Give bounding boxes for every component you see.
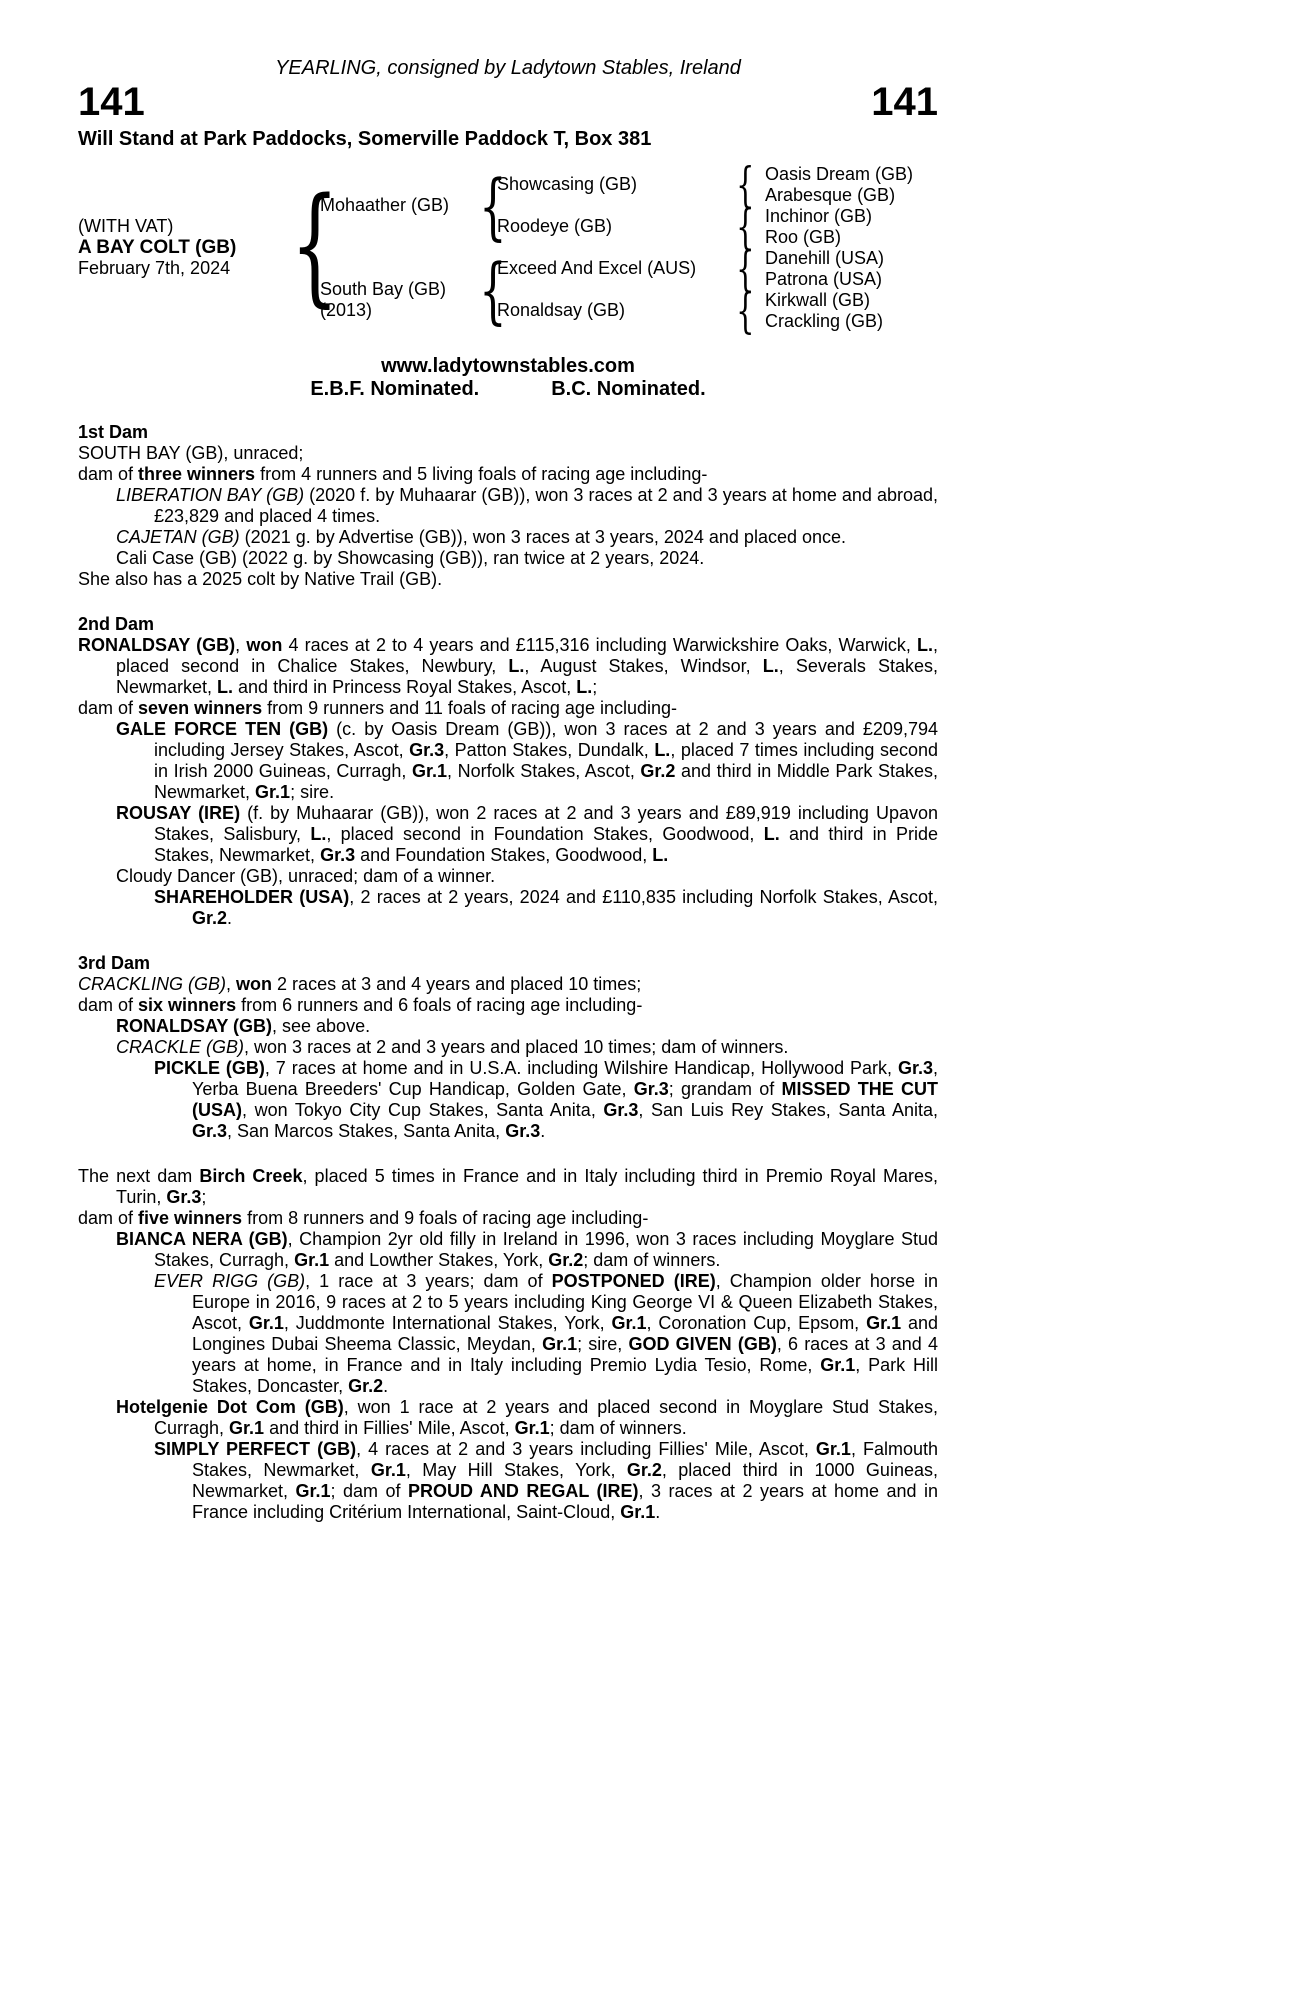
text-run: Cali Case (GB) (2022 g. by Showcasing (GB)), ran twice at 2 years, 2024.	[116, 548, 705, 568]
pedigree-text-paragraph	[78, 719, 938, 803]
text-run: ; grandam of	[668, 1079, 782, 1099]
text-run: Gr.1	[611, 1313, 647, 1333]
text-run: , won 3 races at 2 and 3 years and placed 10 times; dam of winners.	[244, 1037, 789, 1057]
text-run: and third in Fillies' Mile, Ascot,	[264, 1418, 515, 1438]
text-run: Cloudy Dancer (GB), unraced; dam of a winner.	[116, 866, 496, 886]
text-run: Hotelgenie Dot Com (GB)	[116, 1397, 344, 1417]
text-run: Gr.1	[370, 1460, 406, 1480]
text-run: SIMPLY PERFECT (GB)	[154, 1439, 357, 1459]
dam-section	[78, 953, 938, 1142]
text-run: Gr.1	[542, 1334, 578, 1354]
text-run: 2 races at 3 and 4 years and placed 10 times;	[272, 974, 642, 994]
lot-number-right: 141	[871, 80, 938, 124]
pedigree-text-paragraph	[78, 1229, 938, 1271]
text-run: , Severals Stakes, Newmarket,	[116, 656, 938, 697]
text-run: dam of	[78, 995, 139, 1015]
text-run: , San Marcos Stakes, Santa Anita,	[227, 1121, 506, 1141]
pedigree-text-paragraph	[78, 866, 938, 887]
ebf-nomination: E.B.F. Nominated.	[310, 378, 480, 400]
stand-location-line: Will Stand at Park Paddocks, Somerville Paddock T, Box 381	[78, 128, 652, 150]
pedigree-gen3-3: Roo (GB)	[765, 227, 842, 247]
pedigree-gen3-4: Danehill (USA)	[765, 248, 885, 268]
text-run: Gr.2	[626, 1460, 662, 1480]
text-run: Gr.1	[295, 1481, 331, 1501]
pedigree-text-paragraph	[78, 485, 938, 527]
subject-foaling-date: February 7th, 2024	[78, 258, 231, 278]
text-run: (f. by Muhaarar (GB)), won 2 races at 2 and 3 years and £89,919 including Upavon Stakes, Salisbury,	[154, 803, 938, 844]
text-run: MISSED THE CUT (USA)	[192, 1079, 938, 1120]
pedigree-text-paragraph	[78, 443, 938, 464]
pedigree-text-paragraph	[78, 1439, 938, 1523]
pedigree-text-paragraph	[78, 974, 938, 995]
text-run: .	[383, 1376, 389, 1396]
text-run: , 4 races at 2 and 3 years including Fillies' Mile, Ascot,	[356, 1439, 816, 1459]
text-run: Gr.1	[620, 1502, 656, 1522]
text-run: ; dam of winners.	[583, 1250, 721, 1270]
text-run: LIBERATION BAY (GB)	[116, 485, 305, 505]
text-run: Gr.1	[229, 1418, 265, 1438]
vat-label: (WITH VAT)	[78, 216, 174, 236]
text-run: Gr.3	[409, 740, 445, 760]
text-run: Gr.1	[294, 1250, 330, 1270]
text-run: and third in Pride Stakes, Newmarket,	[154, 824, 938, 865]
pedigree-text-paragraph	[78, 1271, 938, 1397]
text-run: .	[655, 1502, 661, 1522]
text-run: L.	[310, 824, 327, 844]
pedigree-tree	[78, 164, 938, 340]
text-run: seven winners	[138, 698, 263, 718]
text-run: Gr.1	[514, 1418, 550, 1438]
text-run: ; dam of	[330, 1481, 409, 1501]
text-run: , 2 races at 2 years, 2024 and £110,835 including Norfolk Stakes, Ascot,	[349, 887, 938, 907]
text-run: , placed 7 times including second in Irish 2000 Guineas, Curragh,	[154, 740, 938, 781]
subject-name: A BAY COLT (GB)	[78, 237, 237, 258]
pedigree-sire-sire: Showcasing (GB)	[497, 174, 638, 194]
text-run: Gr.1	[866, 1313, 902, 1333]
text-run: ROUSAY (IRE)	[116, 803, 241, 823]
text-run: PICKLE (GB)	[154, 1058, 265, 1078]
text-run: Gr.2	[548, 1250, 584, 1270]
pedigree-gen3-5: Patrona (USA)	[765, 269, 883, 289]
text-run: SHAREHOLDER (USA)	[154, 887, 350, 907]
text-run: dam of	[78, 464, 139, 484]
lot-number-left: 141	[78, 80, 145, 124]
text-run: and Foundation Stakes, Goodwood,	[355, 845, 653, 865]
text-run: GALE FORCE TEN (GB)	[116, 719, 329, 739]
dam-sections	[78, 422, 938, 1523]
text-run: EVER RIGG (GB)	[154, 1271, 306, 1291]
text-run: ,	[226, 974, 237, 994]
text-run: L.	[508, 656, 525, 676]
text-run: (2021 g. by Advertise (GB)), won 3 races at 3 years, 2024 and placed once.	[239, 527, 847, 547]
text-run: , 3 races at 2 years at home and in France including Critérium International, Saint-Cloud,	[192, 1481, 939, 1522]
pedigree-text-paragraph	[78, 1397, 938, 1439]
pedigree-dam-dam: Ronaldsay (GB)	[497, 300, 626, 320]
text-run: dam of	[78, 698, 139, 718]
text-run: L.	[916, 635, 933, 655]
pedigree-dam: South Bay (GB)	[320, 279, 447, 299]
website-text: www.ladytownstables.com	[381, 355, 635, 377]
text-run: CAJETAN (GB)	[116, 527, 240, 547]
text-run: ; sire.	[290, 782, 335, 802]
pedigree-dam-sire: Exceed And Excel (AUS)	[497, 258, 697, 278]
pedigree-text-paragraph	[78, 1016, 938, 1037]
text-run: BIANCA NERA (GB)	[116, 1229, 288, 1249]
text-run: Gr.2	[348, 1376, 384, 1396]
dam-section	[78, 422, 938, 590]
section-heading: 3rd Dam	[78, 953, 151, 973]
text-run: , 1 race at 3 years; dam of	[305, 1271, 552, 1291]
text-run: Gr.2	[192, 908, 228, 928]
text-run: , won 1 race at 2 years and placed second in Moyglare Stud Stakes, Curragh,	[154, 1397, 938, 1438]
text-run: GOD GIVEN (GB)	[628, 1334, 777, 1354]
text-run: , Coronation Cup, Epsom,	[646, 1313, 867, 1333]
bc-nomination: B.C. Nominated.	[551, 378, 706, 400]
lot-number-row	[78, 81, 938, 123]
text-run: ; dam of winners.	[549, 1418, 687, 1438]
text-run: (2020 f. by Muhaarar (GB)), won 3 races at 2 and 3 years at home and abroad, £23,829 and placed 4 times.	[154, 485, 938, 526]
text-run: , Park Hill Stakes, Doncaster,	[192, 1355, 938, 1396]
text-run: from 8 runners and 9 foals of racing age including-	[242, 1208, 649, 1228]
text-run: PROUD AND REGAL (IRE)	[408, 1481, 639, 1501]
text-run: , placed third in 1000 Guineas, Newmarket,	[192, 1460, 938, 1501]
pedigree-text-paragraph	[78, 635, 938, 698]
text-run: The next dam	[78, 1166, 200, 1186]
page-content	[78, 0, 938, 1523]
section-heading: 2nd Dam	[78, 614, 155, 634]
text-run: POSTPONED (IRE)	[551, 1271, 716, 1291]
text-run: RONALDSAY (GB)	[78, 635, 236, 655]
pedigree-sire: Mohaather (GB)	[320, 195, 450, 215]
text-run: , placed second in Chalice Stakes, Newbury,	[116, 635, 938, 676]
text-run: , 7 races at home and in U.S.A. including Wilshire Handicap, Hollywood Park,	[264, 1058, 898, 1078]
text-run: Gr.3	[897, 1058, 933, 1078]
pedigree-text-paragraph	[78, 1058, 938, 1142]
text-run: .	[540, 1121, 546, 1141]
text-run: Gr.1	[815, 1439, 851, 1459]
pedigree-gen3-7: Crackling (GB)	[765, 311, 884, 331]
text-run: L.	[576, 677, 593, 697]
text-run: five winners	[138, 1208, 243, 1228]
text-run: L.	[762, 656, 779, 676]
text-run: She also has a 2025 colt by Native Trail (GB).	[78, 569, 443, 589]
text-run: L.	[654, 740, 671, 760]
text-run: Gr.1	[255, 782, 291, 802]
text-run: won	[236, 974, 273, 994]
text-run: won	[246, 635, 283, 655]
text-run: Gr.1	[248, 1313, 284, 1333]
text-run: and third in Middle Park Stakes, Newmarket,	[154, 761, 938, 802]
text-run: dam of	[78, 1208, 139, 1228]
text-run: , May Hill Stakes, York,	[405, 1460, 627, 1480]
pedigree-text-paragraph	[78, 569, 938, 590]
text-run: CRACKLE (GB)	[116, 1037, 245, 1057]
text-run: , Champion older horse in Europe in 2016, 9 races at 2 to 5 years including King George VI & Queen Elizabeth Stakes, Ascot,	[192, 1271, 939, 1333]
text-run: from 9 runners and 11 foals of racing age including-	[262, 698, 677, 718]
pedigree-text-paragraph	[78, 548, 938, 569]
text-run: , placed 5 times in France and in Italy including third in Premio Royal Mares, Turin,	[116, 1166, 938, 1207]
text-run: ,	[235, 635, 247, 655]
text-run: .	[227, 908, 233, 928]
text-run: Gr.3	[633, 1079, 669, 1099]
pedigree-gen3-0: Oasis Dream (GB)	[765, 164, 914, 184]
text-run: Gr.1	[412, 761, 448, 781]
pedigree-sire-dam: Roodeye (GB)	[497, 216, 613, 236]
text-run: , Yerba Buena Breeders' Cup Handicap, Golden Gate,	[192, 1058, 938, 1099]
text-run: from 4 runners and 5 living foals of racing age including-	[255, 464, 708, 484]
text-run: Gr.3	[192, 1121, 228, 1141]
text-run: , Champion 2yr old filly in Ireland in 1996, won 3 races including Moyglare Stud Stakes, Curragh,	[154, 1229, 938, 1270]
text-run: three winners	[138, 464, 256, 484]
text-run: Gr.3	[320, 845, 356, 865]
text-run: and Longines Dubai Sheema Classic, Meydan,	[192, 1313, 938, 1354]
dam-section	[78, 614, 938, 929]
text-run: RONALDSAY (GB)	[116, 1016, 273, 1036]
text-run: ;	[201, 1187, 207, 1207]
pedigree-text-paragraph	[78, 527, 938, 548]
text-run: six winners	[138, 995, 237, 1015]
pedigree-text-paragraph	[78, 1166, 938, 1208]
pedigree-text-paragraph	[78, 1208, 938, 1229]
text-run: Gr.3	[166, 1187, 202, 1207]
pedigree-text-paragraph	[78, 995, 938, 1016]
text-run: Birch Creek	[199, 1166, 303, 1186]
text-run: , placed second in Foundation Stakes, Goodwood,	[326, 824, 764, 844]
dam-section	[78, 1166, 938, 1523]
text-run: Gr.2	[640, 761, 676, 781]
section-heading: 1st Dam	[78, 422, 149, 442]
pedigree-dam-year: (2013)	[320, 300, 373, 320]
text-run: CRACKLING (GB)	[78, 974, 227, 994]
pedigree-gen3-6: Kirkwall (GB)	[765, 290, 871, 310]
text-run: , 6 races at 3 and 4 years at home, in France and in Italy including Premio Lydia Tesio, Rome,	[192, 1334, 938, 1375]
text-run: , San Luis Rey Stakes, Santa Anita,	[638, 1100, 938, 1120]
text-run: , see above.	[272, 1016, 371, 1036]
pedigree-text-paragraph	[78, 464, 938, 485]
pedigree-brace-gen3-4	[736, 287, 754, 335]
consignor-header: YEARLING, consigned by Ladytown Stables, Ireland	[275, 57, 741, 79]
text-run: SOUTH BAY (GB), unraced;	[78, 443, 304, 463]
nominations-line	[78, 379, 938, 400]
text-run: , August Stakes, Windsor,	[524, 656, 763, 676]
text-run: L.	[217, 677, 234, 697]
text-run: L.	[652, 845, 669, 865]
pedigree-text-paragraph	[78, 887, 938, 929]
text-run: ;	[592, 677, 598, 697]
pedigree-text-paragraph	[78, 803, 938, 866]
text-run: Gr.3	[505, 1121, 541, 1141]
pedigree-gen3-2: Inchinor (GB)	[765, 206, 873, 226]
text-run: , Falmouth Stakes, Newmarket,	[192, 1439, 938, 1480]
text-run: , won Tokyo City Cup Stakes, Santa Anita,	[242, 1100, 604, 1120]
text-run: and third in Princess Royal Stakes, Ascot,	[233, 677, 577, 697]
text-run: Gr.1	[820, 1355, 856, 1375]
text-run: (c. by Oasis Dream (GB)), won 3 races at 2 and 3 years and £209,794 including Jersey Stakes, Ascot,	[154, 719, 938, 760]
pedigree-gen3-1: Arabesque (GB)	[765, 185, 896, 205]
text-run: , Patton Stakes, Dundalk,	[444, 740, 655, 760]
text-run: and Lowther Stakes, York,	[329, 1250, 549, 1270]
text-run: , Norfolk Stakes, Ascot,	[447, 761, 641, 781]
text-run: Gr.3	[603, 1100, 639, 1120]
pedigree-text-paragraph	[78, 1037, 938, 1058]
text-run: , Juddmonte International Stakes, York,	[283, 1313, 612, 1333]
pedigree-text-paragraph	[78, 698, 938, 719]
text-run: from 6 runners and 6 foals of racing age including-	[236, 995, 643, 1015]
text-run: 4 races at 2 to 4 years and £115,316 including Warwickshire Oaks, Warwick,	[282, 635, 917, 655]
text-run: L.	[763, 824, 780, 844]
text-run: ; sire,	[577, 1334, 629, 1354]
